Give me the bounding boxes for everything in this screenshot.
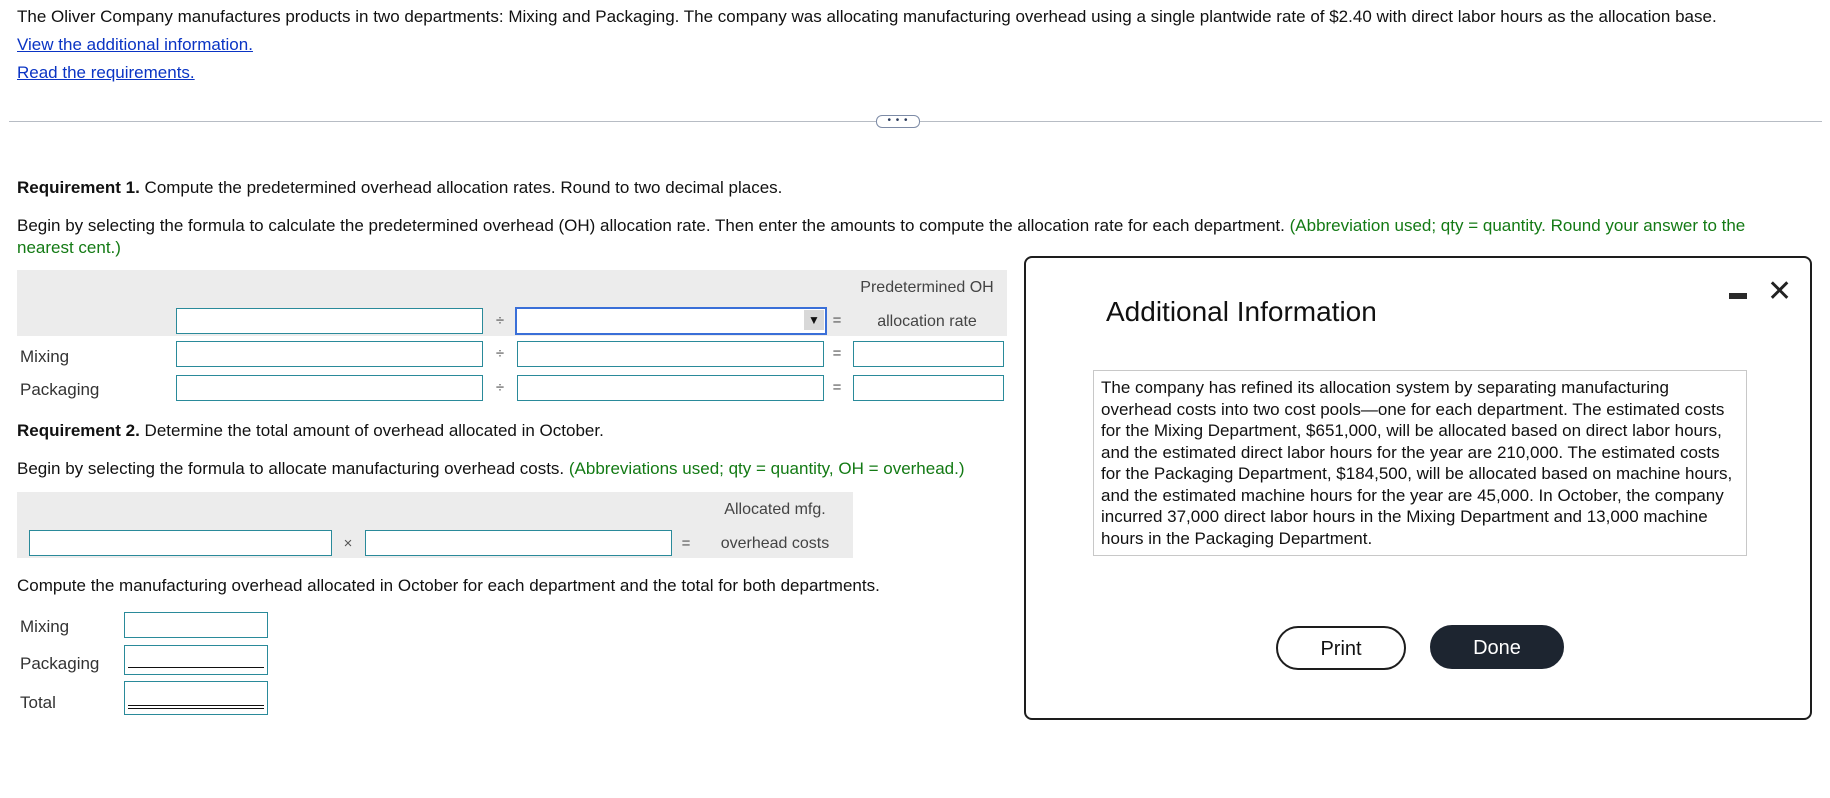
minimize-icon[interactable] bbox=[1729, 293, 1747, 299]
close-icon[interactable]: ✕ bbox=[1767, 275, 1793, 308]
req1-note: (Abbreviation used; qty = quantity. Round your answer to the bbox=[1289, 216, 1746, 235]
intro-text: The Oliver Company manufactures products in two departments: Mixing and Packaging. The company was allocating manufacturing overhead using a single plantwide rate of $2.40 with direct labor hours as the allocation base. bbox=[17, 7, 1717, 26]
modal-title: Additional Information bbox=[1106, 296, 1377, 327]
req2-mixing-label: Mixing bbox=[20, 617, 70, 636]
mixing-rate-input[interactable] bbox=[853, 341, 1004, 367]
req2-title: Requirement 2. bbox=[17, 421, 140, 440]
req2-note: (Abbreviations used; qty = quantity, OH = overhead.) bbox=[568, 459, 965, 478]
packaging-base-input[interactable] bbox=[517, 375, 824, 401]
req1-row-mixing-label: Mixing bbox=[20, 347, 70, 366]
req1-instruction: Begin by selecting the formula to calculate the predetermined overhead (OH) allocation rate. Then enter the amounts to compute the allocation rate for each department. bbox=[17, 216, 1285, 235]
expand-handle[interactable]: • • • bbox=[876, 115, 920, 128]
equals-symbol: = bbox=[832, 312, 842, 329]
packaging-rate-input[interactable] bbox=[853, 375, 1004, 401]
req1-header-line1: Predetermined OH bbox=[860, 279, 994, 296]
oct-mixing-overhead-input[interactable] bbox=[124, 612, 268, 638]
double-underline-bottom bbox=[128, 708, 264, 709]
equals-symbol: = bbox=[832, 345, 842, 362]
req2-total-label: Total bbox=[20, 693, 56, 712]
req1-header-line2: allocation rate bbox=[877, 313, 977, 330]
req2-header-line2: overhead costs bbox=[720, 535, 830, 552]
req2-packaging-label: Packaging bbox=[20, 654, 100, 673]
req1-note-cont: nearest cent.) bbox=[17, 238, 121, 257]
req2-instruction-line bbox=[17, 459, 965, 479]
req2-header-line1: Allocated mfg. bbox=[724, 501, 826, 518]
packaging-cost-input[interactable] bbox=[176, 375, 483, 401]
mixing-cost-input[interactable] bbox=[176, 341, 483, 367]
additional-info-text: The company has refined its allocation system by separating manufacturing overhead costs into two cost pools—one for each department. The estimated costs for the Mixing Department, $651,000, will be allocated based on direct labor hours, and the estimated direct labor hours for the year are 210,000. The estimated costs for the Packaging Department, $184,500, will be allocated based on machine hours, and the estimated machine hours for the year are 45,000. In October, the company incurred 37,000 direct labor hours in the Mixing Department and 13,000 machine hours in the Packaging Department. bbox=[1093, 370, 1747, 556]
additional-info-modal bbox=[1024, 256, 1812, 720]
req1-row-packaging-label: Packaging bbox=[20, 380, 100, 399]
read-requirements-link[interactable]: Read the requirements. bbox=[17, 63, 195, 82]
equals-symbol: = bbox=[832, 379, 842, 396]
req2-text: Determine the total amount of overhead allocated in October. bbox=[139, 421, 604, 440]
req1-text: Compute the predetermined overhead allocation rates. Round to two decimal places. bbox=[139, 178, 783, 197]
times-symbol: × bbox=[343, 535, 353, 552]
req2-instruction: Begin by selecting the formula to allocate manufacturing overhead costs. bbox=[17, 459, 565, 478]
view-additional-info-link[interactable]: View the additional information. bbox=[17, 35, 253, 54]
mixing-base-input[interactable] bbox=[517, 341, 824, 367]
done-button[interactable]: Done bbox=[1430, 625, 1564, 669]
equals-symbol: = bbox=[681, 535, 691, 552]
divide-symbol: ÷ bbox=[495, 345, 505, 362]
divide-symbol: ÷ bbox=[495, 379, 505, 396]
req2-compute-text: Compute the manufacturing overhead allocated in October for each department and the total for both departments. bbox=[17, 576, 880, 595]
req1-title: Requirement 1. bbox=[17, 178, 140, 197]
chevron-down-icon[interactable]: ▼ bbox=[804, 310, 824, 330]
req2-heading bbox=[17, 421, 604, 441]
req1-formula-numerator-input[interactable] bbox=[176, 308, 483, 334]
req1-heading bbox=[17, 178, 782, 198]
req1-instruction-line bbox=[17, 216, 1745, 236]
req2-formula-base-input[interactable] bbox=[365, 530, 672, 556]
req2-formula-rate-input[interactable] bbox=[29, 530, 332, 556]
oct-packaging-overhead-input[interactable] bbox=[124, 645, 268, 675]
print-button[interactable]: Print bbox=[1276, 626, 1406, 670]
divide-symbol: ÷ bbox=[495, 312, 505, 329]
double-underline-top bbox=[128, 705, 264, 706]
single-underline bbox=[128, 667, 264, 668]
oct-total-overhead-input[interactable] bbox=[124, 681, 268, 715]
req1-formula-denominator-select[interactable] bbox=[515, 307, 827, 335]
